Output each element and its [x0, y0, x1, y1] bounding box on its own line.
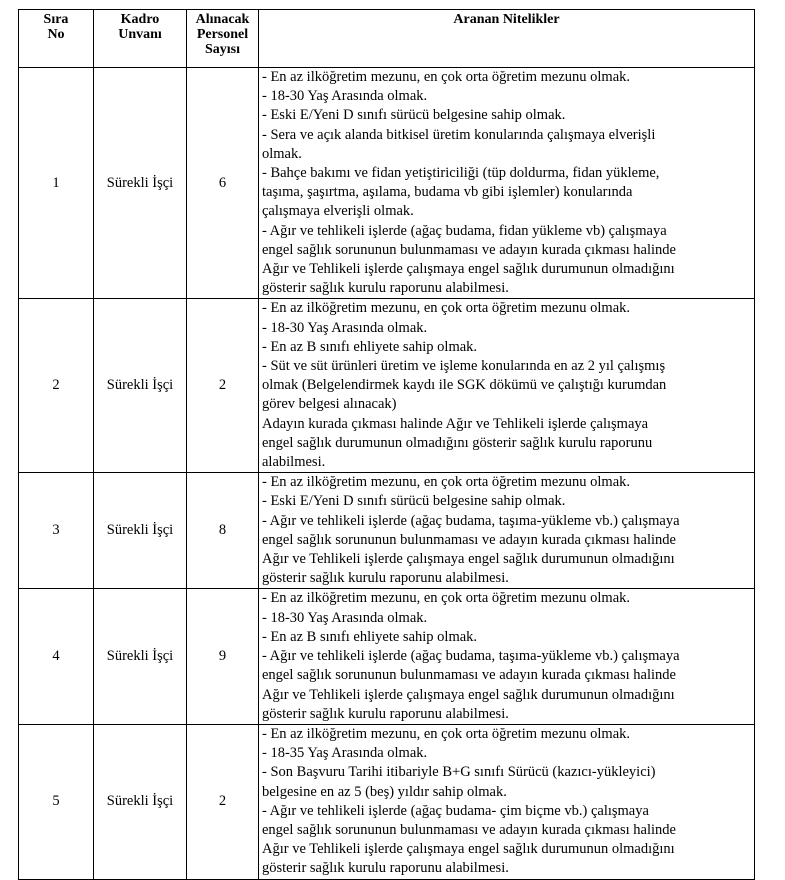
- row-count: 2: [187, 724, 259, 879]
- criteria-line: - 18-35 Yaş Arasında olmak.: [262, 745, 428, 762]
- header-kadro-unvani: [94, 10, 187, 68]
- criteria-line: - 18-30 Yaş Arasında olmak.: [262, 609, 428, 626]
- row-number: 2: [19, 299, 94, 473]
- criteria-line: engel sağlık sorununun bulunmaması ve adayın kurada çıkması halinde: [262, 821, 676, 838]
- table-row: [19, 589, 755, 724]
- criteria-line: Ağır ve Tehlikeli işlerde çalışmaya engel sağlık durumunun olmadığını: [262, 686, 675, 703]
- table-row: [19, 724, 755, 879]
- criteria-line: - Sera ve açık alanda bitkisel üretim konularında çalışmaya elverişli: [262, 126, 656, 143]
- criteria-line: - Eski E/Yeni D sınıfı sürücü belgesine sahip olmak.: [262, 493, 566, 510]
- header-personel-sayisi-line: Sayısı: [204, 42, 240, 57]
- criteria-line: gösterir sağlık kurulu raporunu alabilmesi.: [262, 860, 509, 877]
- row-number: 1: [19, 68, 94, 299]
- criteria-line: - En az ilköğretim mezunu, en çok orta öğretim mezunu olmak.: [262, 300, 631, 317]
- criteria-line: Adayın kurada çıkması halinde Ağır ve Tehlikeli işlerde çalışmaya: [262, 415, 649, 432]
- criteria-line: - Ağır ve tehlikeli işlerde (ağaç budama, fidan yükleme vb) çalışmaya: [262, 222, 667, 239]
- positions-table: [18, 9, 755, 880]
- row-count: 6: [187, 68, 259, 299]
- header-kadro-unvani-line: Unvanı: [118, 27, 162, 42]
- row-criteria: [259, 724, 755, 879]
- table-row: [19, 299, 755, 473]
- criteria-line: Ağır ve Tehlikeli işlerde çalışmaya engel sağlık durumunun olmadığını: [262, 841, 675, 858]
- criteria-line: belgesine en az 5 (beş) yıldır sahip olmak.: [262, 783, 507, 800]
- row-count: 8: [187, 473, 259, 589]
- row-number: 5: [19, 724, 94, 879]
- header-personel-sayisi-line: Personel: [196, 27, 249, 42]
- criteria-line: engel sağlık sorununun bulunmaması ve adayın kurada çıkması halinde: [262, 241, 676, 258]
- table-row: [19, 68, 755, 299]
- criteria-line: engel sağlık durumunun olmadığını gösterir sağlık kurulu raporunu: [262, 434, 653, 451]
- row-title: Sürekli İşçi: [94, 724, 187, 879]
- row-criteria: [259, 589, 755, 724]
- row-criteria: [259, 473, 755, 589]
- criteria-line: engel sağlık sorununun bulunmaması ve adayın kurada çıkması halinde: [262, 531, 676, 548]
- criteria-line: - En az ilköğretim mezunu, en çok orta öğretim mezunu olmak.: [262, 69, 631, 85]
- row-number: 4: [19, 589, 94, 724]
- criteria-line: - 18-30 Yaş Arasında olmak.: [262, 88, 428, 105]
- criteria-line: gösterir sağlık kurulu raporunu alabilmesi.: [262, 705, 509, 722]
- row-criteria: [259, 299, 755, 473]
- header-personel-sayisi: [187, 10, 259, 68]
- criteria-line: - Bahçe bakımı ve fidan yetiştiriciliği (tüp doldurma, fidan yükleme,: [262, 165, 660, 182]
- criteria-line: - Süt ve süt ürünleri üretim ve işleme konularında en az 2 yıl çalışmış: [262, 358, 666, 375]
- header-sira-no-line: No: [47, 27, 65, 42]
- header-sira-no: [19, 10, 94, 68]
- criteria-line: - 18-30 Yaş Arasında olmak.: [262, 319, 428, 336]
- header-sira-no-line: Sıra: [43, 12, 69, 27]
- row-number: 3: [19, 473, 94, 589]
- criteria-line: alabilmesi.: [262, 454, 326, 471]
- criteria-line: - En az ilköğretim mezunu, en çok orta öğretim mezunu olmak.: [262, 590, 631, 607]
- criteria-line: - Son Başvuru Tarihi itibariyle B+G sınıfı Sürücü (kazıcı-yükleyici): [262, 764, 656, 781]
- criteria-line: görev belgesi alınacak): [262, 396, 397, 413]
- criteria-line: - En az B sınıfı ehliyete sahip olmak.: [262, 338, 478, 355]
- row-title: Sürekli İşçi: [94, 473, 187, 589]
- criteria-line: olmak (Belgelendirmek kaydı ile SGK dökümü ve çalıştığı kurumdan: [262, 377, 667, 394]
- criteria-line: taşıma, şaşırtma, aşılama, budama vb gibi işlemler) konularında: [262, 184, 633, 201]
- criteria-line: Ağır ve Tehlikeli işlerde çalışmaya engel sağlık durumunun olmadığını: [262, 551, 675, 568]
- table-row: [19, 473, 755, 589]
- criteria-line: Ağır ve Tehlikeli işlerde çalışmaya engel sağlık durumunun olmadığını: [262, 261, 675, 278]
- criteria-line: gösterir sağlık kurulu raporunu alabilmesi.: [262, 570, 509, 587]
- row-title: Sürekli İşçi: [94, 68, 187, 299]
- criteria-line: olmak.: [262, 145, 302, 162]
- row-count: 2: [187, 299, 259, 473]
- criteria-line: - En az ilköğretim mezunu, en çok orta öğretim mezunu olmak.: [262, 474, 631, 491]
- criteria-line: - Eski E/Yeni D sınıfı sürücü belgesine sahip olmak.: [262, 107, 566, 124]
- row-title: Sürekli İşçi: [94, 589, 187, 724]
- row-title: Sürekli İşçi: [94, 299, 187, 473]
- header-personel-sayisi-line: Alınacak: [195, 12, 250, 27]
- criteria-line: - En az ilköğretim mezunu, en çok orta öğretim mezunu olmak.: [262, 725, 631, 742]
- criteria-line: - Ağır ve tehlikeli işlerde (ağaç budama- çim biçme vb.) çalışmaya: [262, 802, 649, 819]
- criteria-line: gösterir sağlık kurulu raporunu alabilmesi.: [262, 280, 509, 297]
- table-header-row: [19, 10, 755, 68]
- criteria-line: - Ağır ve tehlikeli işlerde (ağaç budama, taşıma-yükleme vb.) çalışmaya: [262, 512, 680, 529]
- header-kadro-unvani-line: Kadro: [120, 12, 160, 27]
- criteria-line: engel sağlık sorununun bulunmaması ve adayın kurada çıkması halinde: [262, 667, 676, 684]
- criteria-line: çalışmaya elverişli olmak.: [262, 203, 414, 220]
- criteria-line: - Ağır ve tehlikeli işlerde (ağaç budama, taşıma-yükleme vb.) çalışmaya: [262, 648, 680, 665]
- criteria-line: - En az B sınıfı ehliyete sahip olmak.: [262, 628, 478, 645]
- row-criteria: [259, 68, 755, 299]
- row-count: 9: [187, 589, 259, 724]
- header-aranan-nitelikler: Aranan Nitelikler: [259, 10, 755, 68]
